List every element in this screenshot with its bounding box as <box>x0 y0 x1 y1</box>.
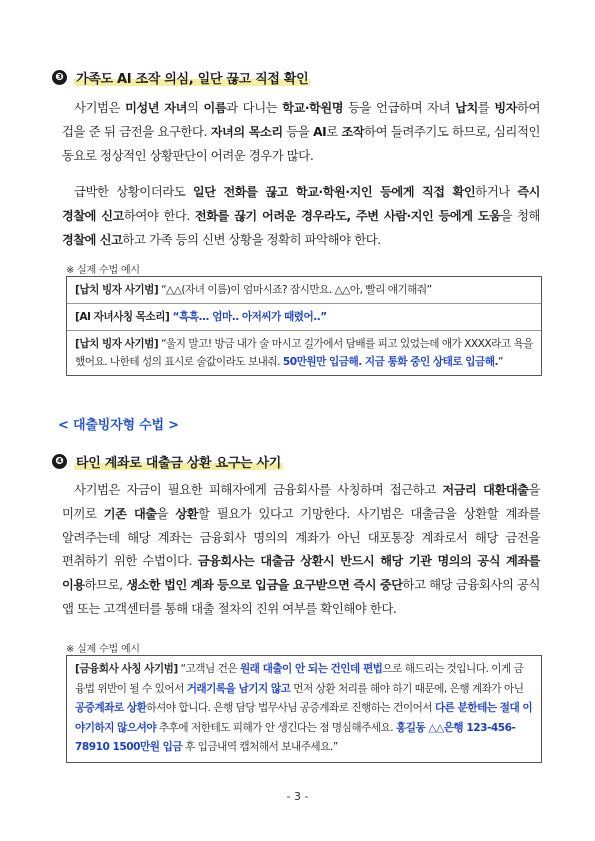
emphasis-text: 저금리 대환대출 <box>442 483 529 497</box>
section-number-badge: ❹ <box>52 454 67 469</box>
text-run: 등을 <box>282 124 314 139</box>
section3-paragraph-1 <box>62 96 540 167</box>
example-note: ※ 실제 수법 예시 <box>66 644 140 655</box>
emphasis-text: 생소한 법인 계좌 등으로 입금을 요구받으면 즉시 중단 <box>126 578 403 592</box>
text-run: 하고 가족 등의 신변 상황을 정확히 파악해야 한다. <box>122 232 381 247</box>
speaker-label: [금융회사 사칭 사기범] <box>75 663 178 675</box>
example-row <box>67 277 541 304</box>
example-row <box>67 304 541 331</box>
text-run: 으로 해드리는 것입니다. 이게 금융법 위반이 될 수 있어서 <box>75 663 524 695</box>
text-run: 사기범은 <box>74 100 126 115</box>
text-run: “울지 말고! 방금 내가 술 마시고 길가에서 담배를 피고 있었는데 애가 XXXX라고 욕을 했어요. 나한테 성의 표시로 술값이라도 보내줘. <box>75 338 533 368</box>
speaker-label: [납치 빙자 사기범] <box>75 284 159 296</box>
text-run: 하거나 <box>475 184 518 199</box>
text-run: 을 청해 <box>500 208 540 223</box>
speaker-label: [납치 빙자 사기범] <box>75 338 159 350</box>
text-run: ” <box>498 356 504 368</box>
text-run: 의 <box>187 100 204 115</box>
emphasis-text: 전화를 끊기 어려운 경우라도, 주변 사람·지인 등에게 도움 <box>194 209 501 223</box>
text-run: “고객님 건은 <box>177 663 240 675</box>
text-run: 과 다니는 <box>226 100 283 115</box>
text-run: 하여야 한다. <box>123 208 195 223</box>
speaker-label: [AI 자녀사칭 목소리] <box>75 311 170 323</box>
example-row <box>67 331 541 375</box>
text-run: 사기범은 자금이 필요한 피해자에게 금융회사를 사칭하며 접근하고 <box>74 482 443 497</box>
text-run: 를 <box>477 100 495 115</box>
emphasis-text: 빙자 <box>494 101 517 115</box>
emphasis-text: 금융회사는 대출금 상환시 반드시 해당 기관 명의의 공식 계좌를 이용 <box>62 554 541 592</box>
loan-section-title: < 대출빙자형 수법 > <box>58 418 179 433</box>
highlight-text: 다른 분한테는 절대 이야기하지 않으셔야 <box>75 702 533 734</box>
emphasis-text: 일단 전화를 끊고 학교·학원·지인 등에게 직접 확인 <box>192 185 476 199</box>
text-run: 하고 해당 금융회사의 공식 앱 또는 고객센터를 통해 대출 절차의 진위 여부를 확인해야 한다. <box>62 577 540 616</box>
emphasis-text: 상환 <box>175 507 199 521</box>
example-box-kidnap <box>66 276 542 376</box>
text-run: 하여 겁을 준 뒤 금전을 요구한다. <box>62 100 541 139</box>
text-run: 등을 언급하며 자녀 <box>343 100 456 115</box>
text-run: 하여 들려주기도 하므로, 심리적인 동요로 정상적인 상황판단이 어려운 경우가 많다. <box>62 124 540 163</box>
emphasis-text: 경찰에 신고 <box>62 233 123 247</box>
text-run: 하셔야 합니다. 은행 담당 법무사님 공증계좌로 진행하는 건이어서 <box>146 702 435 714</box>
emphasis-text: AI <box>313 125 327 139</box>
text-run: 할 필요가 있다고 기망한다. 사기범은 대출금을 상환할 계좌를 알려주는데 해당 계좌는 금융회사 명의의 계좌가 아닌 대포통장 계좌로서 해당 금전을 편취하기 위한 수법이다. <box>62 506 541 568</box>
highlight-text: 원래 대출이 안 되는 건인데 편법 <box>239 663 383 675</box>
section-title: 타인 계좌로 대출금 상환 요구는 사기 <box>74 452 283 471</box>
text-run: 급박한 상황이더라도 <box>74 184 193 199</box>
emphasis-text: 이름 <box>203 101 227 115</box>
example-box-loan <box>66 655 542 763</box>
emphasis-text: 조작 <box>341 125 365 139</box>
highlight-text: 50만원만 입금해. 지금 통화 중인 상태로 입금해. <box>282 356 499 368</box>
section-number-badge: ❸ <box>52 70 67 85</box>
highlight-text: 홍길동 △△은행 123-456-78910 1500만원 입금 <box>75 721 516 753</box>
page-number: - 3 - <box>286 790 309 803</box>
text-run: 먼저 상환 처리를 해야 하기 때문에, 은행 계좌가 아닌 <box>290 682 524 695</box>
highlight-text: 거래기록을 남기지 않고 <box>186 682 291 695</box>
highlight-text: 공증계좌로 상환 <box>75 702 147 714</box>
text-run: 을 <box>156 506 176 521</box>
emphasis-text: 미성년 자녀 <box>125 101 187 115</box>
section3-paragraph-2 <box>62 180 540 252</box>
emphasis-text: 자녀의 목소리 <box>210 125 283 139</box>
text-run: “△△(자녀 이름)이 엄마시죠? 잠시만요. △△아, 빨리 얘기해줘” <box>158 284 432 296</box>
text-run: 을 미끼로 <box>62 482 541 521</box>
emphasis-text: 즉시 경찰에 신고 <box>62 185 540 223</box>
text-run: 하므로, <box>84 577 127 592</box>
text-run: 후 입금내역 캡처해서 보내주세요.” <box>182 741 338 753</box>
example-note: ※ 실제 수법 예시 <box>66 265 140 276</box>
section-heading-3 <box>52 68 310 87</box>
section-heading-4 <box>52 452 283 471</box>
emphasis-text: 학교·학원명 <box>282 101 344 115</box>
emphasis-text: 기존 대출 <box>103 507 157 521</box>
emphasis-text: 납치 <box>455 101 478 115</box>
section4-paragraph-1 <box>62 478 540 620</box>
text-run: 추후에 저한테도 피해가 안 생긴다는 점 명심해주세요. <box>156 721 397 734</box>
text-run: 로 <box>326 124 342 139</box>
highlight-text: “흑흑... 엄마.. 아저씨가 때렸어..” <box>169 311 327 323</box>
section-title: 가족도 AI 조작 의심, 일단 끊고 직접 확인 <box>74 68 310 87</box>
